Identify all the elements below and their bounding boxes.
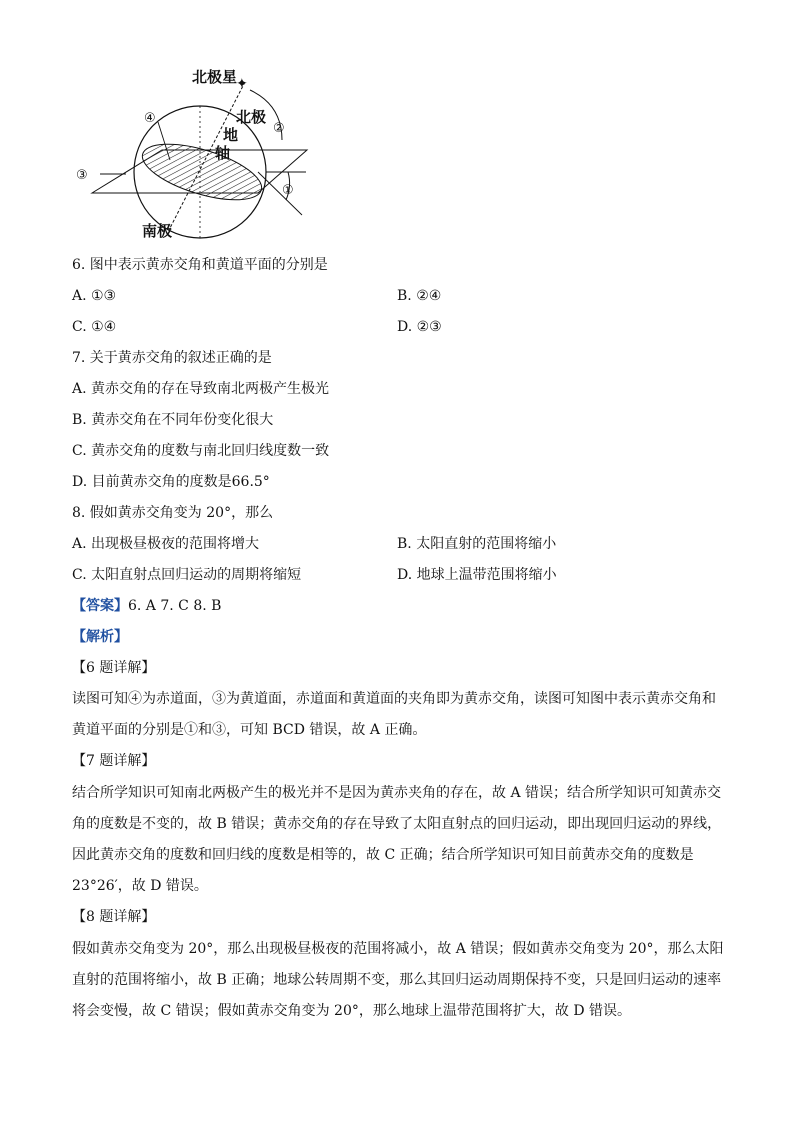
detail-line: 将会变慢，故 C 错误；假如黄赤交角变为 20°，那么地球上温带范围将扩大，故 D 错误。 xyxy=(72,1003,631,1019)
marker-1: ① xyxy=(282,183,294,198)
answer-label: 【答案】 xyxy=(72,598,128,614)
option-d: D. 地球上温带范围将缩小 xyxy=(397,567,557,583)
option-b: B. ②④ xyxy=(397,288,442,304)
detail-line: 读图可知④为赤道面，③为黄道面，赤道面和黄道面的夹角即为黄赤交角，读图可知图中表示黄赤交角和 xyxy=(72,691,716,707)
detail-line: 因此黄赤交角的度数和回归线的度数是相等的，故 C 正确；结合所学知识可知目前黄赤交角的度数是 xyxy=(72,847,694,863)
label-axis-2: 轴 xyxy=(215,144,231,162)
question-7-stem: 7. 关于黄赤交角的叙述正确的是 xyxy=(72,350,272,366)
option-c: C. ①④ xyxy=(72,319,117,335)
marker-3: ③ xyxy=(76,168,88,183)
detail-line: 直射的范围将缩小，故 B 正确；地球公转周期不变，那么其回归运动周期保持不变，只是回归运动的速率 xyxy=(72,972,722,988)
option-d: D. ②③ xyxy=(397,319,442,335)
marker-4: ④ xyxy=(144,111,156,126)
detail-8-heading: 【8 题详解】 xyxy=(72,909,156,925)
label-axis-1: 地 xyxy=(223,126,239,144)
detail-8-body xyxy=(72,934,732,1027)
detail-line: 23°26′，故 D 错误。 xyxy=(72,878,208,894)
option-c: C. 黄赤交角的度数与南北回归线度数一致 xyxy=(72,443,330,459)
answer-text: 6. A 7. C 8. B xyxy=(128,598,222,614)
detail-line: 角的度数是不变的，故 B 错误；黄赤交角的存在导致了太阳直射点的回归运动，即出现回归运动的界线， xyxy=(72,816,722,832)
detail-line: 黄道平面的分别是①和③，可知 BCD 错误，故 A 正确。 xyxy=(72,722,427,738)
detail-6-body xyxy=(72,684,732,746)
question-8-stem: 8. 假如黄赤交角变为 20°，那么 xyxy=(72,505,274,521)
option-b: B. 太阳直射的范围将缩小 xyxy=(397,536,557,552)
answer-line xyxy=(72,597,221,615)
detail-line: 结合所学知识可知南北两极产生的极光并不是因为黄赤夹角的存在，故 A 错误；结合所学知识可知黄赤交 xyxy=(72,785,722,801)
label-south-pole: 南极 xyxy=(142,222,173,240)
analysis-label: 【解析】 xyxy=(72,629,128,645)
option-d: D. 目前黄赤交角的度数是66.5° xyxy=(72,474,270,490)
option-a: A. 出现极昼极夜的范围将增大 xyxy=(72,536,260,552)
question-6-stem: 6. 图中表示黄赤交角和黄道平面的分别是 xyxy=(72,257,328,273)
detail-6-heading: 【6 题详解】 xyxy=(72,660,156,676)
star-icon: ✦ xyxy=(236,76,248,92)
detail-7-heading: 【7 题详解】 xyxy=(72,753,156,769)
earth-tilt-diagram xyxy=(70,60,330,245)
label-polaris: 北极星 xyxy=(192,68,238,86)
equatorial-plane xyxy=(136,133,267,211)
label-north-pole: 北极 xyxy=(236,108,267,126)
option-a: A. 黄赤交角的存在导致南北两极产生极光 xyxy=(72,381,330,397)
option-b: B. 黄赤交角在不同年份变化很大 xyxy=(72,412,274,428)
option-a: A. ①③ xyxy=(72,288,117,304)
detail-line: 假如黄赤交角变为 20°，那么出现极昼极夜的范围将减小，故 A 错误；假如黄赤交角变为 20°，那么太阳 xyxy=(72,941,724,957)
marker-2: ② xyxy=(273,121,285,136)
detail-7-body xyxy=(72,778,732,902)
option-c: C. 太阳直射点回归运动的周期将缩短 xyxy=(72,567,302,583)
